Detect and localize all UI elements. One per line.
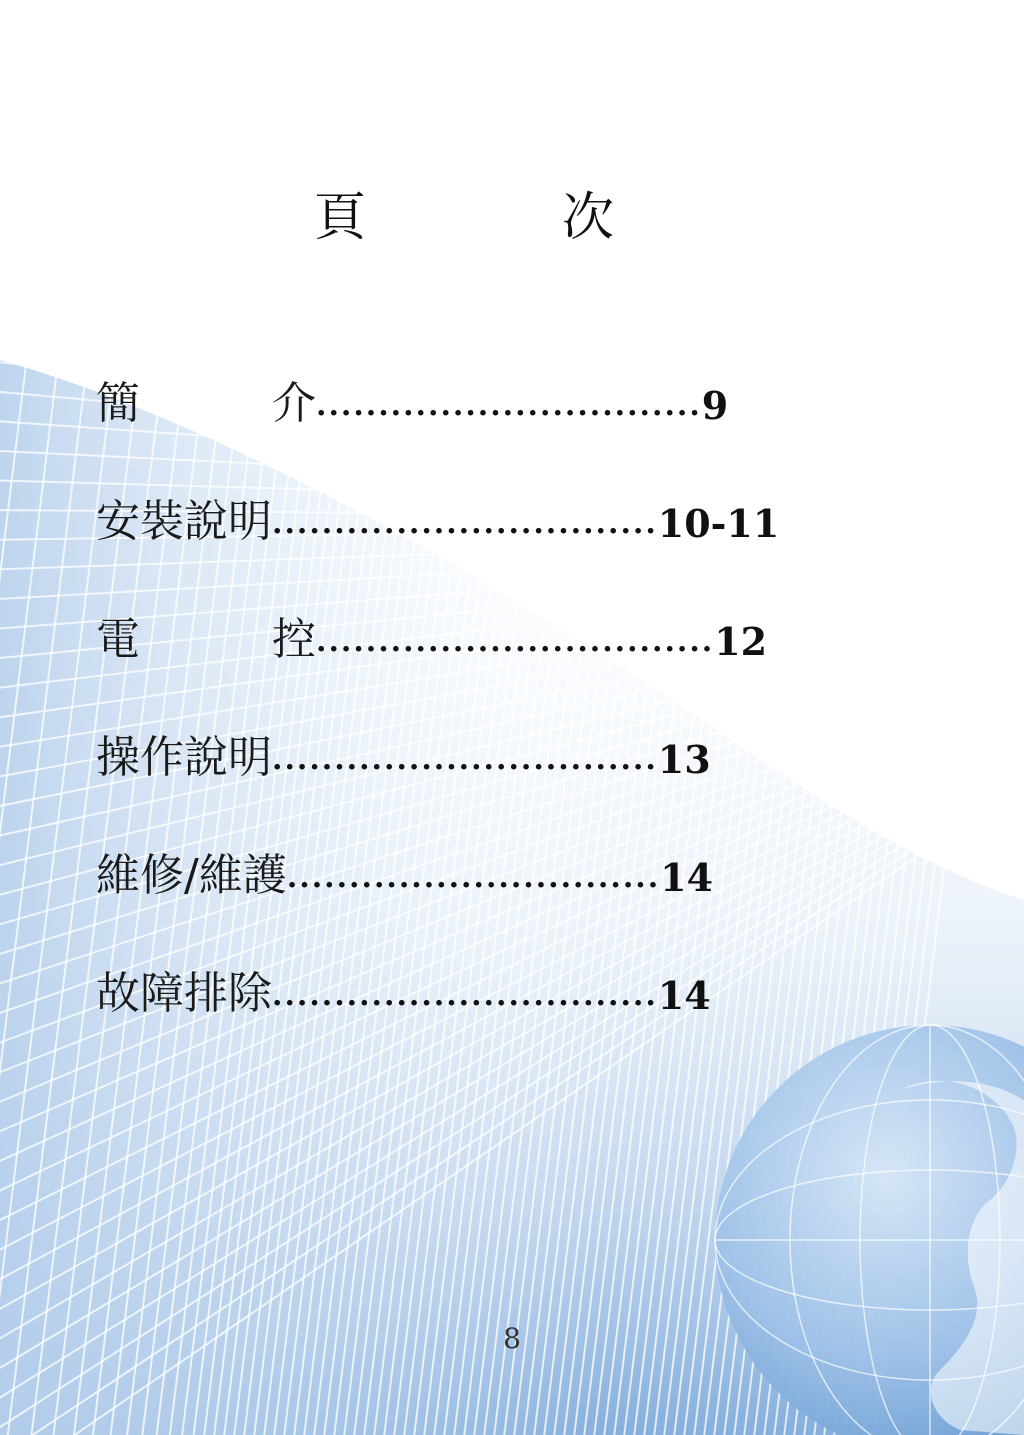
toc-leader-dots: ..............................	[286, 859, 661, 895]
toc-entry-operation[interactable]	[96, 694, 956, 812]
toc-entry-label: 操作說明	[96, 732, 272, 783]
page-title	[0, 178, 1024, 258]
toc-page-number: 13	[657, 736, 711, 782]
toc-leader-dots: ...............................	[272, 505, 658, 541]
title-char-1: 頁	[314, 188, 367, 248]
toc-page-number: 12	[714, 618, 768, 664]
toc-page-number: 14	[657, 972, 711, 1018]
toc-entry-label: 簡 介	[96, 378, 316, 429]
toc-page-number: 10-11	[657, 500, 780, 546]
title-char-2: 次	[562, 188, 615, 248]
toc-page-number: 14	[660, 854, 714, 900]
toc-entry-troubleshooting[interactable]	[96, 930, 956, 1048]
toc-leader-dots: ...............................	[316, 387, 702, 423]
toc-entry-label: 維修/維護	[96, 850, 287, 901]
table-of-contents	[96, 340, 956, 1048]
toc-leader-dots: ...............................	[272, 741, 658, 777]
toc-entry-installation[interactable]	[96, 458, 956, 576]
toc-entry-label: 故障排除	[96, 968, 272, 1019]
toc-entry-maintenance[interactable]	[96, 812, 956, 930]
toc-entry-label: 電 控	[96, 614, 316, 665]
toc-entry-label: 安裝說明	[96, 496, 272, 547]
toc-leader-dots: ...............................	[272, 977, 658, 1013]
toc-page-number: 9	[701, 382, 729, 428]
page-footer-number: 8	[503, 1322, 521, 1355]
toc-entry-electrical-control[interactable]	[96, 576, 956, 694]
toc-leader-dots: ................................	[316, 623, 715, 659]
toc-entry-introduction[interactable]	[96, 340, 956, 458]
